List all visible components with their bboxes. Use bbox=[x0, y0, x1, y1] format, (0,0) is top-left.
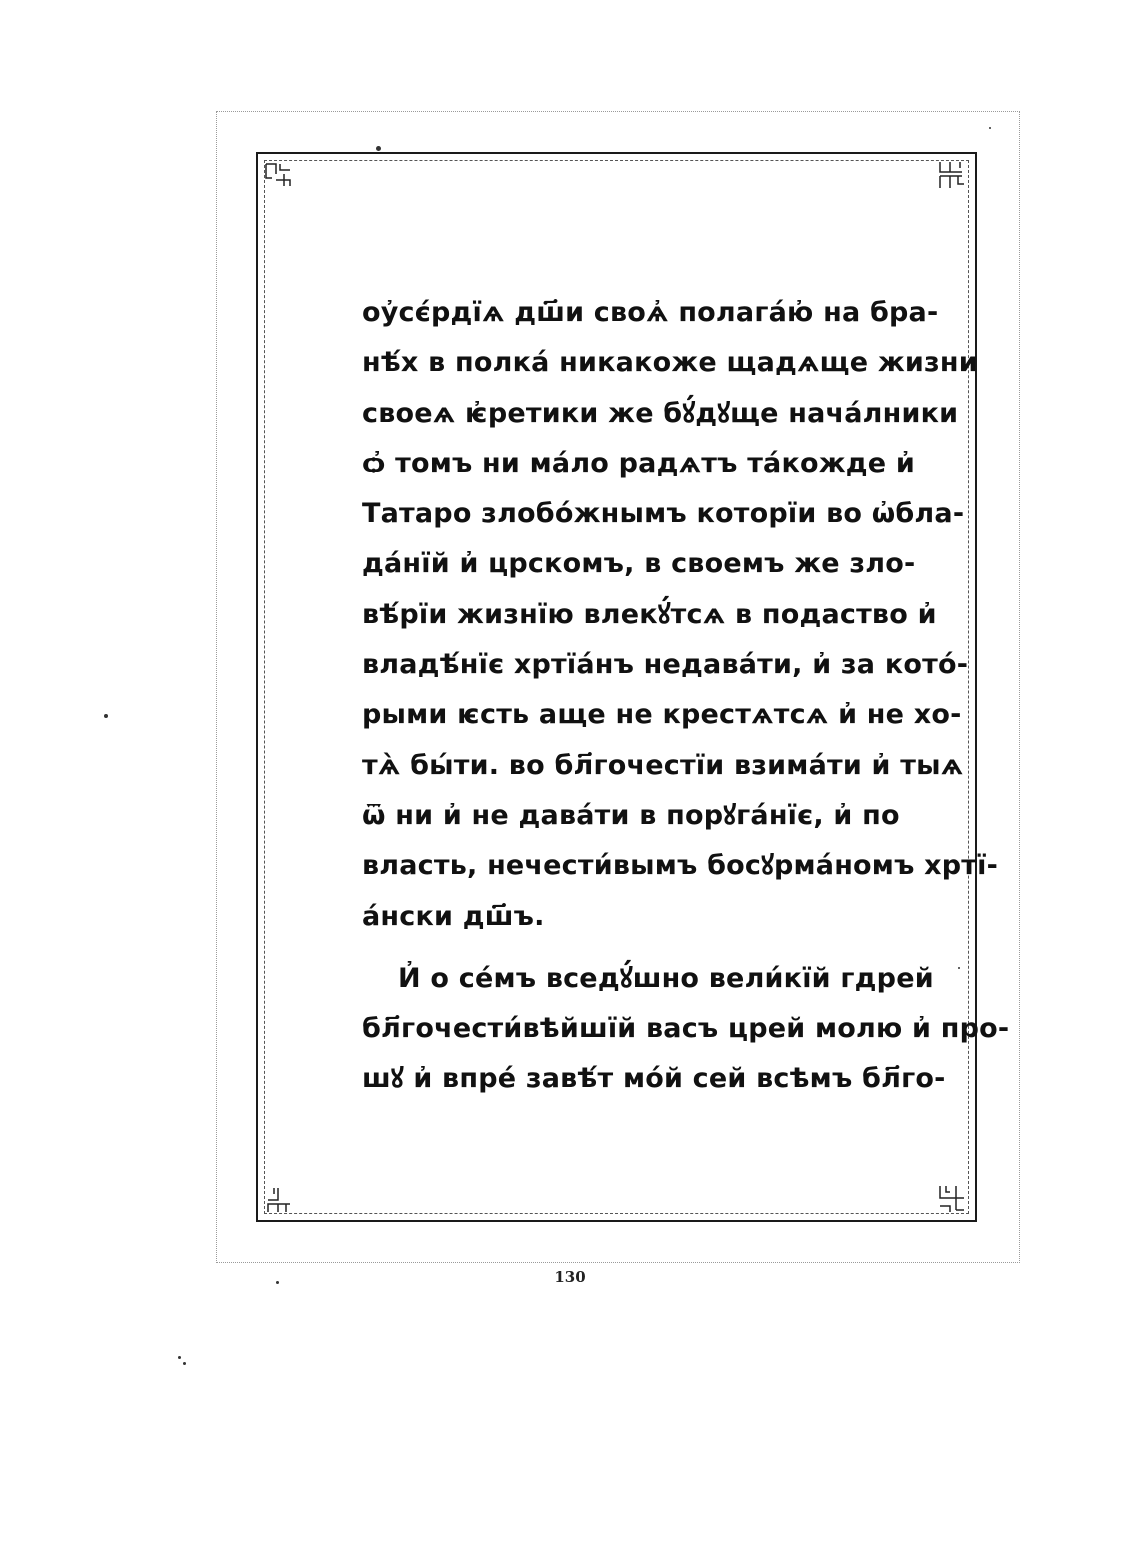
paragraph-gap bbox=[362, 942, 862, 954]
text-line: нѣ́х в полка́ никакоже щадѧще жизни bbox=[362, 347, 978, 379]
scan-speck bbox=[178, 1356, 181, 1359]
text-line: тѧ̀ бы́ти. во бл҃гочестїи взима́ти и҆ тыѧ bbox=[362, 749, 964, 781]
text-line: ѻ҆ томъ ни ма́ло радѧтъ та́кожде и҆ bbox=[362, 447, 916, 479]
text-line: своеѧ ѥ҆ретики же бꙋ́дꙋще нача́лники bbox=[362, 397, 959, 429]
text-line: бл҃гочести́вѣйшїй васъ црей молю и҆ про- bbox=[362, 1013, 1010, 1045]
text-line: власть, нечести́вымъ босꙋрма́номъ хртї- bbox=[362, 850, 999, 882]
text-line: вѣ́рїи жизнїю влекꙋ́тсѧ в подаство и҆ bbox=[362, 598, 937, 630]
text-line: владѣ́нїє хртїа́нъ недава́ти, и҆ за кото́- bbox=[362, 649, 969, 681]
corner-ornament-top-left-icon bbox=[264, 160, 294, 190]
body-text bbox=[362, 288, 1010, 1105]
text-line: рыми ѥсть аще не крестѧтсѧ и҆ не хо- bbox=[362, 699, 962, 731]
text-line: И҆ о се́мъ вседꙋ́шно вели́кїй гдрей bbox=[398, 962, 934, 994]
scan-speck bbox=[958, 967, 960, 969]
corner-ornament-bottom-right-icon bbox=[936, 1184, 966, 1214]
scan-speck bbox=[376, 146, 381, 151]
scan-speck bbox=[104, 714, 108, 718]
scan-speck bbox=[989, 127, 991, 129]
corner-ornament-bottom-left-icon bbox=[264, 1184, 294, 1214]
scan-speck bbox=[183, 1362, 186, 1365]
text-line: Татаро злобо́жнымъ которїи во ѡ҆бла- bbox=[362, 498, 965, 530]
scan-speck bbox=[276, 1281, 279, 1284]
text-line: ѿ ни и҆ не дава́ти в порꙋга́нїє, и҆ по bbox=[362, 799, 900, 831]
page-number: 130 bbox=[554, 1268, 586, 1286]
text-line: оу҆сє́рдїѧ дш҃и своѧ҆ полага́ю҆ на бра- bbox=[362, 297, 939, 328]
text-line: да́нїй и҆ црскомъ, в своемъ же зло- bbox=[362, 548, 916, 580]
text-line: а́нски дш҃ъ. bbox=[362, 900, 545, 932]
corner-ornament-top-right-icon bbox=[936, 160, 966, 190]
text-line: шꙋ и҆ впре́ завѣ́т мо́й сей всѣмъ бл҃го- bbox=[362, 1063, 946, 1095]
